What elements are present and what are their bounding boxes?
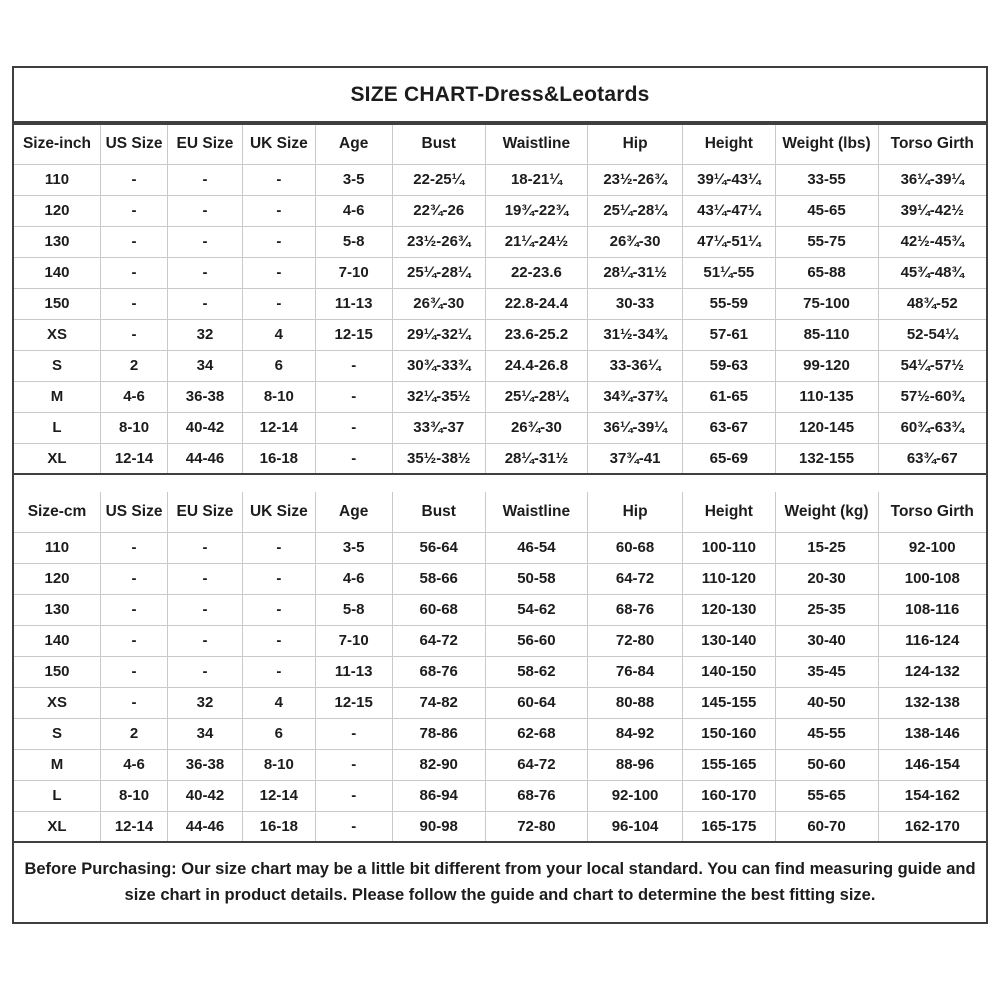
table-cell: 31½-34¾ <box>587 319 682 350</box>
table-cell: - <box>315 749 392 780</box>
table-cell: - <box>242 226 315 257</box>
table-cell: 50-58 <box>485 563 587 594</box>
table-cell: 58-66 <box>392 563 485 594</box>
table-cell: 36¼-39¼ <box>878 164 986 195</box>
table-cell: 40-50 <box>775 687 878 718</box>
table-cell: 146-154 <box>878 749 986 780</box>
table-cell: - <box>242 625 315 656</box>
column-header: Hip <box>587 492 682 532</box>
table-row <box>14 350 986 381</box>
table-cell: 28¼-31½ <box>587 257 682 288</box>
table-cell: 78-86 <box>392 718 485 749</box>
table-cell: 3-5 <box>315 164 392 195</box>
column-header: UK Size <box>242 124 315 164</box>
table-cell: 2 <box>101 718 168 749</box>
table-cell: 74-82 <box>392 687 485 718</box>
table-cell: 30-33 <box>587 288 682 319</box>
table-cell: - <box>168 625 243 656</box>
table-row <box>14 718 986 749</box>
table-cell: 51¼-55 <box>683 257 775 288</box>
table-cell: 33-55 <box>775 164 878 195</box>
table-cell: 85-110 <box>775 319 878 350</box>
table-cell: 43¼-47¼ <box>683 195 775 226</box>
table-cell: - <box>101 687 168 718</box>
table-row <box>14 749 986 780</box>
table-cell: 4-6 <box>315 195 392 226</box>
table-cell: 26¾-30 <box>485 412 587 443</box>
table-cell: M <box>14 381 101 412</box>
table-cell: - <box>242 257 315 288</box>
table-cell: XS <box>14 319 101 350</box>
table-cell: 25-35 <box>775 594 878 625</box>
table-cell: - <box>101 656 168 687</box>
table-row <box>14 124 986 164</box>
table-cell: - <box>101 195 168 226</box>
table-cell: 82-90 <box>392 749 485 780</box>
table-cell: 60-64 <box>485 687 587 718</box>
table-cell: 26¾-30 <box>587 226 682 257</box>
table-cell: 19¾-22¾ <box>485 195 587 226</box>
table-cell: 150 <box>14 656 101 687</box>
table-cell: 12-14 <box>242 412 315 443</box>
table-row <box>14 594 986 625</box>
table-cell: 155-165 <box>683 749 775 780</box>
table-cell: 65-69 <box>683 443 775 474</box>
table-cell: 47¼-51¼ <box>683 226 775 257</box>
table-cell: 11-13 <box>315 288 392 319</box>
table-row <box>14 625 986 656</box>
table-cell: 4-6 <box>101 749 168 780</box>
size-table-inch <box>14 123 986 475</box>
table-cell: 120 <box>14 195 101 226</box>
table-cell: 33-36¼ <box>587 350 682 381</box>
column-header: Size-cm <box>14 492 101 532</box>
table-cell: 23½-26¾ <box>587 164 682 195</box>
table-cell: 23½-26¾ <box>392 226 485 257</box>
table-cell: 33¾-37 <box>392 412 485 443</box>
table-cell: 36-38 <box>168 381 243 412</box>
table-cell: 80-88 <box>587 687 682 718</box>
table-cell: S <box>14 350 101 381</box>
table-row <box>14 226 986 257</box>
column-header: Torso Girth <box>878 492 986 532</box>
table-cell: 150 <box>14 288 101 319</box>
table-cell: 100-110 <box>683 532 775 563</box>
table-row <box>14 532 986 563</box>
column-header: Hip <box>587 124 682 164</box>
table-cell: 2 <box>101 350 168 381</box>
table-cell: 160-170 <box>683 780 775 811</box>
table-cell: 63¾-67 <box>878 443 986 474</box>
table-row <box>14 195 986 226</box>
table-cell: 16-18 <box>242 811 315 842</box>
table-cell: 55-65 <box>775 780 878 811</box>
table-row <box>14 811 986 842</box>
table-cell: - <box>101 563 168 594</box>
table-cell: 68-76 <box>392 656 485 687</box>
column-header: EU Size <box>168 124 243 164</box>
table-cell: 124-132 <box>878 656 986 687</box>
table-cell: 120-145 <box>775 412 878 443</box>
table-row <box>14 687 986 718</box>
table-cell: 26¾-30 <box>392 288 485 319</box>
table-cell: 20-30 <box>775 563 878 594</box>
table-cell: - <box>101 625 168 656</box>
table-row <box>14 257 986 288</box>
table-cell: - <box>168 656 243 687</box>
table-cell: 72-80 <box>485 811 587 842</box>
table-cell: 24.4-26.8 <box>485 350 587 381</box>
table-cell: 108-116 <box>878 594 986 625</box>
table-cell: 35-45 <box>775 656 878 687</box>
column-header: Height <box>683 492 775 532</box>
table-cell: - <box>168 226 243 257</box>
table-cell: - <box>242 195 315 226</box>
table-cell: - <box>101 319 168 350</box>
column-header: Weight (lbs) <box>775 124 878 164</box>
table-cell: 28¼-31½ <box>485 443 587 474</box>
table-cell: 54¼-57½ <box>878 350 986 381</box>
table-cell: 138-146 <box>878 718 986 749</box>
table-cell: 30-40 <box>775 625 878 656</box>
table-header-row <box>14 492 986 532</box>
column-header: Age <box>315 124 392 164</box>
table-row <box>14 780 986 811</box>
table-cell: 90-98 <box>392 811 485 842</box>
table-cell: 57½-60¾ <box>878 381 986 412</box>
table-cell: 110 <box>14 164 101 195</box>
table-cell: 12-14 <box>101 811 168 842</box>
purchase-note: Before Purchasing: Our size chart may be a little bit different from your local standard. You can find measuring guide and size chart in product details. Please follow the guide and chart to determine the best fitting size. <box>24 859 976 904</box>
table-cell: 40-42 <box>168 780 243 811</box>
table-cell: XL <box>14 811 101 842</box>
table-row <box>14 563 986 594</box>
table-cell: 25¼-28¼ <box>392 257 485 288</box>
column-header: Waistline <box>485 492 587 532</box>
table-cell: 12-14 <box>101 443 168 474</box>
table-cell: 130 <box>14 594 101 625</box>
table-cell: 60-70 <box>775 811 878 842</box>
table-cell: - <box>242 656 315 687</box>
table-cell: 4 <box>242 687 315 718</box>
table-cell: 29¼-32¼ <box>392 319 485 350</box>
table-cell: 54-62 <box>485 594 587 625</box>
table-cell: 21¼-24½ <box>485 226 587 257</box>
table-cell: 92-100 <box>878 532 986 563</box>
table-cell: 8-10 <box>101 412 168 443</box>
table-cell: 45-55 <box>775 718 878 749</box>
table-cell: 8-10 <box>242 749 315 780</box>
table-cell: 37¾-41 <box>587 443 682 474</box>
table-cell: 64-72 <box>485 749 587 780</box>
table-cell: XS <box>14 687 101 718</box>
table-body <box>14 164 986 474</box>
table-row <box>14 443 986 474</box>
table-cell: 48¾-52 <box>878 288 986 319</box>
table-cell: 39¼-43¼ <box>683 164 775 195</box>
table-cell: 35½-38½ <box>392 443 485 474</box>
table-cell: L <box>14 780 101 811</box>
table-cell: 110 <box>14 532 101 563</box>
table-row <box>14 656 986 687</box>
table-cell: 36¼-39¼ <box>587 412 682 443</box>
table-cell: 100-108 <box>878 563 986 594</box>
table-cell: 59-63 <box>683 350 775 381</box>
table-cell: - <box>168 288 243 319</box>
table-cell: 16-18 <box>242 443 315 474</box>
table-cell: - <box>315 718 392 749</box>
table-cell: 6 <box>242 718 315 749</box>
table-cell: 99-120 <box>775 350 878 381</box>
column-header: Bust <box>392 124 485 164</box>
table-cell: 22.8-24.4 <box>485 288 587 319</box>
table-cell: 60-68 <box>587 532 682 563</box>
table-cell: 116-124 <box>878 625 986 656</box>
table-cell: 76-84 <box>587 656 682 687</box>
table-cell: 23.6-25.2 <box>485 319 587 350</box>
table-cell: 162-170 <box>878 811 986 842</box>
table-cell: - <box>242 532 315 563</box>
table-cell: 130 <box>14 226 101 257</box>
table-cell: 120-130 <box>683 594 775 625</box>
table-cell: - <box>315 350 392 381</box>
table-cell: - <box>242 288 315 319</box>
table-cell: 44-46 <box>168 443 243 474</box>
table-cell: 140-150 <box>683 656 775 687</box>
table-cell: - <box>242 594 315 625</box>
table-cell: 15-25 <box>775 532 878 563</box>
table-cell: 62-68 <box>485 718 587 749</box>
column-header: Waistline <box>485 124 587 164</box>
table-cell: 92-100 <box>587 780 682 811</box>
table-cell: 4-6 <box>315 563 392 594</box>
table-cell: 32 <box>168 687 243 718</box>
table-cell: 110-135 <box>775 381 878 412</box>
table-cell: 32 <box>168 319 243 350</box>
table-cell: 3-5 <box>315 532 392 563</box>
table-cell: - <box>101 164 168 195</box>
table-cell: 50-60 <box>775 749 878 780</box>
column-header: EU Size <box>168 492 243 532</box>
table-cell: 7-10 <box>315 625 392 656</box>
table-header-row <box>14 124 986 164</box>
table-cell: 56-64 <box>392 532 485 563</box>
table-row <box>14 492 986 532</box>
table-cell: 5-8 <box>315 594 392 625</box>
table-cell: 120 <box>14 563 101 594</box>
column-header: US Size <box>101 124 168 164</box>
table-cell: 96-104 <box>587 811 682 842</box>
table-cell: 132-155 <box>775 443 878 474</box>
table-cell: - <box>315 381 392 412</box>
table-cell: 4-6 <box>101 381 168 412</box>
column-header: Torso Girth <box>878 124 986 164</box>
table-cell: 52-54¼ <box>878 319 986 350</box>
page-title: SIZE CHART-Dress&Leotards <box>14 68 986 123</box>
table-cell: S <box>14 718 101 749</box>
table-cell: 11-13 <box>315 656 392 687</box>
table-cell: 56-60 <box>485 625 587 656</box>
column-header: UK Size <box>242 492 315 532</box>
table-cell: 46-54 <box>485 532 587 563</box>
table-cell: 12-14 <box>242 780 315 811</box>
table-row <box>14 288 986 319</box>
table-cell: 86-94 <box>392 780 485 811</box>
table-cell: - <box>101 257 168 288</box>
table-cell: 36-38 <box>168 749 243 780</box>
table-cell: M <box>14 749 101 780</box>
table-cell: 45-65 <box>775 195 878 226</box>
table-cell: 18-21¼ <box>485 164 587 195</box>
table-row <box>14 164 986 195</box>
table-cell: 32¼-35½ <box>392 381 485 412</box>
table-cell: 34 <box>168 718 243 749</box>
table-cell: 68-76 <box>587 594 682 625</box>
table-cell: 84-92 <box>587 718 682 749</box>
table-cell: 12-15 <box>315 687 392 718</box>
table-cell: 60-68 <box>392 594 485 625</box>
table-cell: - <box>315 412 392 443</box>
table-cell: 6 <box>242 350 315 381</box>
table-cell: 110-120 <box>683 563 775 594</box>
table-cell: 25¼-28¼ <box>485 381 587 412</box>
table-cell: 75-100 <box>775 288 878 319</box>
size-chart-sheet <box>12 66 988 924</box>
table-cell: - <box>168 195 243 226</box>
table-cell: - <box>315 443 392 474</box>
table-cell: - <box>168 257 243 288</box>
table-cell: 130-140 <box>683 625 775 656</box>
table-cell: 30¾-33¾ <box>392 350 485 381</box>
table-cell: 165-175 <box>683 811 775 842</box>
table-cell: 34¾-37¾ <box>587 381 682 412</box>
table-cell: 60¾-63¾ <box>878 412 986 443</box>
table-cell: 22-23.6 <box>485 257 587 288</box>
table-cell: 4 <box>242 319 315 350</box>
table-cell: 150-160 <box>683 718 775 749</box>
column-header: Height <box>683 124 775 164</box>
table-cell: 58-62 <box>485 656 587 687</box>
table-cell: 55-59 <box>683 288 775 319</box>
table-cell: 154-162 <box>878 780 986 811</box>
table-gap <box>14 475 986 492</box>
table-cell: 61-65 <box>683 381 775 412</box>
table-cell: 55-75 <box>775 226 878 257</box>
table-cell: - <box>242 563 315 594</box>
table-row <box>14 381 986 412</box>
table-body <box>14 532 986 842</box>
table-cell: 40-42 <box>168 412 243 443</box>
table-cell: 22¾-26 <box>392 195 485 226</box>
column-header: Age <box>315 492 392 532</box>
table-cell: L <box>14 412 101 443</box>
table-row <box>14 319 986 350</box>
table-cell: 5-8 <box>315 226 392 257</box>
table-cell: 63-67 <box>683 412 775 443</box>
column-header: Bust <box>392 492 485 532</box>
table-cell: - <box>168 563 243 594</box>
table-cell: - <box>315 780 392 811</box>
table-cell: - <box>101 288 168 319</box>
table-cell: XL <box>14 443 101 474</box>
table-cell: - <box>168 164 243 195</box>
table-cell: 65-88 <box>775 257 878 288</box>
table-cell: 140 <box>14 257 101 288</box>
table-cell: 34 <box>168 350 243 381</box>
table-cell: 140 <box>14 625 101 656</box>
table-cell: 88-96 <box>587 749 682 780</box>
table-cell: - <box>242 164 315 195</box>
table-cell: - <box>168 594 243 625</box>
table-cell: 57-61 <box>683 319 775 350</box>
table-cell: 145-155 <box>683 687 775 718</box>
table-row <box>14 412 986 443</box>
table-cell: 8-10 <box>242 381 315 412</box>
column-header: Size-inch <box>14 124 101 164</box>
table-cell: 44-46 <box>168 811 243 842</box>
column-header: US Size <box>101 492 168 532</box>
size-table-cm <box>14 492 986 843</box>
table-cell: 22-25¼ <box>392 164 485 195</box>
table-cell: - <box>101 532 168 563</box>
table-cell: 25¼-28¼ <box>587 195 682 226</box>
table-cell: 45¾-48¾ <box>878 257 986 288</box>
table-cell: - <box>168 532 243 563</box>
table-cell: 7-10 <box>315 257 392 288</box>
table-cell: 39¼-42½ <box>878 195 986 226</box>
table-cell: 12-15 <box>315 319 392 350</box>
table-cell: - <box>315 811 392 842</box>
table-cell: 8-10 <box>101 780 168 811</box>
table-cell: 64-72 <box>587 563 682 594</box>
column-header: Weight (kg) <box>775 492 878 532</box>
table-cell: 42½-45¾ <box>878 226 986 257</box>
table-cell: 64-72 <box>392 625 485 656</box>
table-cell: - <box>101 594 168 625</box>
table-cell: - <box>101 226 168 257</box>
table-cell: 72-80 <box>587 625 682 656</box>
table-cell: 68-76 <box>485 780 587 811</box>
table-cell: 132-138 <box>878 687 986 718</box>
